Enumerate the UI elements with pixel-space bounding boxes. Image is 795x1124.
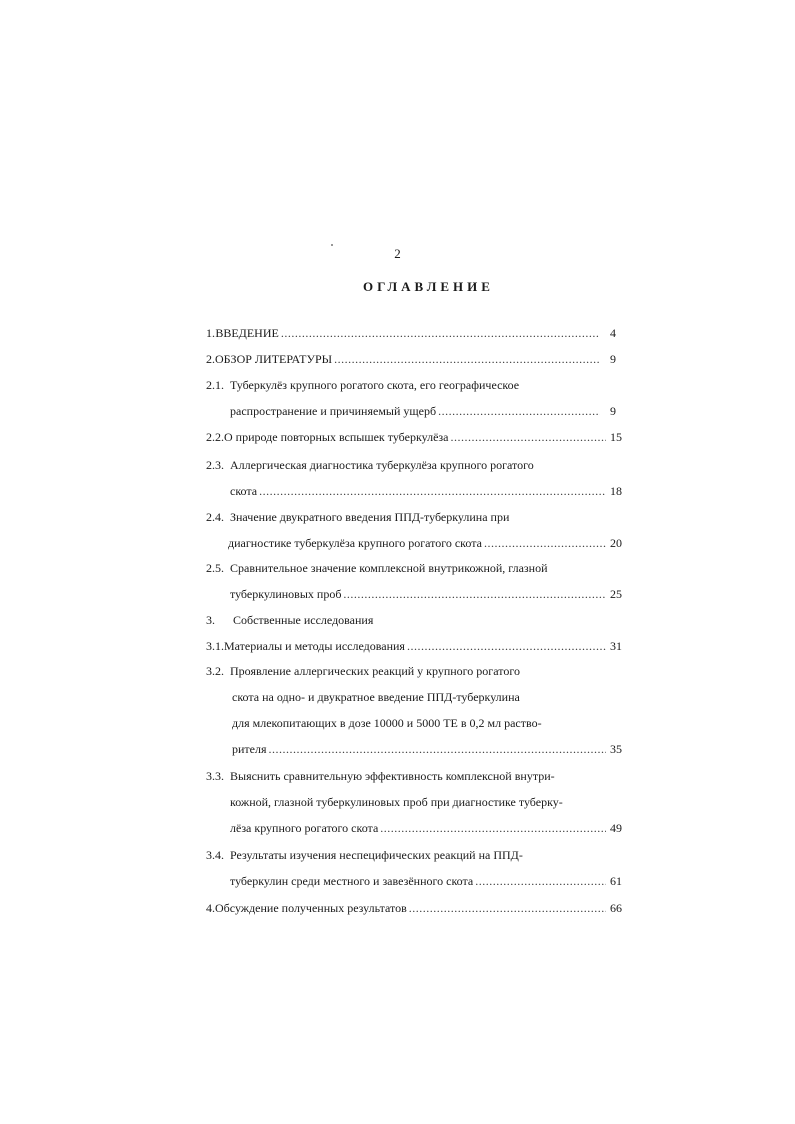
toc-entry-page: 31 (610, 639, 622, 653)
page-title: ОГЛАВЛЕНИЕ (363, 279, 494, 294)
toc-entry-title: Сравнительное значение комплексной внутрикожной, глазной (230, 561, 548, 575)
toc-entry-3-4[interactable] (206, 848, 622, 863)
toc-entry-title-cont: скота (230, 484, 258, 498)
toc-entry-number: 3. (206, 613, 215, 627)
toc-entry-page: 15 (610, 430, 622, 444)
toc-entry-3-4-cont[interactable] (230, 874, 622, 889)
toc-entry-title: Выяснить сравнительную эффективность комплексной внутри- (230, 769, 555, 783)
toc-entry-title-cont: лёза крупного рогатого скота (230, 821, 379, 835)
toc-entry-number: 2.3. (206, 458, 224, 472)
toc-entry-2-1[interactable] (206, 378, 616, 393)
page-number: 2 (394, 246, 401, 261)
toc-entry-number: 3.1. (206, 639, 224, 653)
toc-entry-number: 1. (206, 326, 215, 340)
toc-leader-dots (269, 742, 607, 757)
toc-entry-title: Материалы и методы исследования (224, 639, 405, 653)
toc-entry-number: 2.4. (206, 510, 224, 524)
toc-leader-dots (380, 821, 606, 836)
toc-entry-1[interactable] (206, 326, 616, 341)
toc-entry-page: 9 (610, 404, 616, 418)
toc-entry-number: 2.5. (206, 561, 224, 575)
toc-entry-number: 3.2. (206, 664, 224, 678)
toc-leader-dots (409, 901, 606, 916)
toc-entry-2-2[interactable] (206, 430, 622, 445)
toc-entry-title: Результаты изучения неспецифических реакций на ППД- (230, 848, 523, 862)
toc-entry-title-cont: диагностике туберкулёза крупного рогатого скота (228, 536, 482, 550)
toc-entry-2[interactable] (206, 352, 616, 367)
toc-entry-2-5[interactable] (206, 561, 622, 576)
toc-leader-dots (450, 430, 606, 445)
toc-entry-number: 4. (206, 901, 215, 915)
toc-entry-3-3-cont-2[interactable] (230, 821, 622, 836)
toc-entry-title: Аллергическая диагностика туберкулёза крупного рогатого (230, 458, 534, 472)
toc-entry-4[interactable] (206, 901, 622, 916)
toc-entry-title: О природе повторных вспышек туберкулёза (224, 430, 449, 444)
toc-leader-dots (475, 874, 606, 889)
toc-entry-page: 35 (610, 742, 622, 756)
toc-entry-3-2-cont-2[interactable] (232, 716, 622, 731)
toc-leader-dots (334, 352, 600, 367)
toc-entry-page: 9 (610, 352, 616, 366)
toc-entry-number: 2.1. (206, 378, 224, 392)
toc-entry-2-3-cont[interactable] (230, 484, 622, 499)
toc-entry-title: ОБЗОР ЛИТЕРАТУРЫ (215, 352, 333, 366)
toc-entry-3-2[interactable] (206, 664, 622, 679)
toc-entry-title: ВВЕДЕНИЕ (215, 326, 279, 340)
toc-entry-3-2-cont-3[interactable] (232, 742, 622, 757)
toc-leader-dots (281, 326, 600, 341)
toc-leader-dots (407, 639, 606, 654)
toc-entry-title-cont: распространение и причиняемый ущерб (230, 404, 437, 418)
toc-entry-2-4[interactable] (206, 510, 622, 525)
toc-entry-number: 2. (206, 352, 215, 366)
toc-entry-page: 66 (610, 901, 622, 915)
toc-entry-2-5-cont[interactable] (230, 587, 622, 602)
toc-entry-3[interactable] (206, 613, 622, 628)
toc-entry-title-cont: туберкулиновых проб (230, 587, 342, 601)
toc-entry-2-3[interactable] (206, 458, 622, 473)
toc-entry-3-1[interactable] (206, 639, 622, 654)
toc-entry-title-cont: рителя (232, 742, 267, 756)
toc-entry-2-4-cont[interactable] (228, 536, 622, 551)
toc-entry-2-1-cont[interactable] (230, 404, 616, 419)
toc-entry-page: 18 (610, 484, 622, 498)
toc-entry-page: 20 (610, 536, 622, 550)
toc-entry-3-3-cont-1[interactable] (230, 795, 622, 810)
toc-entry-number: 3.4. (206, 848, 224, 862)
toc-entry-title: Обсуждение полученных результатов (215, 901, 407, 915)
toc-leader-dots (259, 484, 606, 499)
toc-entry-3-3[interactable] (206, 769, 622, 784)
toc-entry-number: 3.3. (206, 769, 224, 783)
toc-leader-dots (438, 404, 600, 419)
toc-entry-title-cont: для млекопитающих в дозе 10000 и 5000 ТЕ в 0,2 мл раство- (232, 716, 542, 730)
toc-entry-page: 25 (610, 587, 622, 601)
toc-entry-number: 2.2. (206, 430, 224, 444)
toc-leader-dots (343, 587, 606, 602)
toc-entry-page: 49 (610, 821, 622, 835)
toc-entry-title-cont: кожной, глазной туберкулиновых проб при диагностике туберку- (230, 795, 563, 809)
toc-entry-title: Туберкулёз крупного рогатого скота, его географическое (230, 378, 520, 392)
toc-leader-dots (484, 536, 606, 551)
toc-entry-title: Значение двукратного введения ППД-туберкулина при (230, 510, 510, 524)
toc-entry-title-cont: туберкулин среди местного и завезённого скота (230, 874, 474, 888)
toc-entry-3-2-cont-1[interactable] (232, 690, 622, 705)
toc-entry-title-cont: скота на одно- и двукратное введение ППД-туберкулина (232, 690, 520, 704)
toc-entry-page: 61 (610, 874, 622, 888)
toc-entry-title: Собственные исследования (233, 613, 374, 627)
toc-entry-page: 4 (610, 326, 616, 340)
toc-entry-title: Проявление аллергических реакций у крупного рогатого (230, 664, 520, 678)
